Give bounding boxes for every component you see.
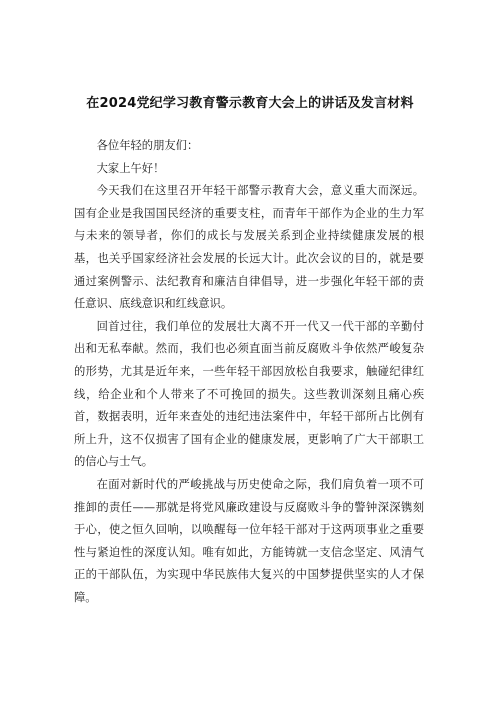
salutation: 各位年轻的朋友们： <box>96 139 199 152</box>
document-body <box>74 135 424 609</box>
paragraph-opening: 今天我们在这里召开年轻干部警示教育大会，意义重大而深远。国有企业是我国国民经济的重要支柱，而青年干部作为企业的生力军与未来的领导者，你们的成长与发展关系到企业持续健康发展的根基，也关乎国家经济社会发展的长远大计。此次会议的目的，就是要通过案例警示、法纪教育和廉洁自律倡导，进一步强化年轻干部的责任意识、底线意识和红线意识。 <box>74 184 424 311</box>
document-title: 在2024党纪学习教育警示教育大会上的讲话及发言材料 <box>86 96 414 111</box>
greeting: 大家上午好！ <box>96 161 165 175</box>
paragraph-review: 回首过往，我们单位的发展壮大离不开一代又一代干部的辛勤付出和无私奉献。然而，我们也必须直面当前反腐败斗争依然严峻复杂的形势，尤其是近年来，一些年轻干部因放松自我要求，触碰纪律红线，给企业和个人带来了不可挽回的损失。这些教训深刻且痛心疾首，数据表明，近年来查处的违纪违法案件中，年轻干部所占比例有所上升，这不仅损害了国有企业的健康发展，更影响了广大干部职工的信心与士气。 <box>74 319 424 469</box>
paragraph-responsibility: 在面对新时代的严峻挑战与历史使命之际，我们肩负着一项不可推卸的责任——那就是将党风廉政建设与反腐败斗争的警钟深深镌刻于心，使之恒久回响，以唤醒每一位年轻干部对于这两项事业之重要性与紧迫性的深度认知。唯有如此，方能铸就一支信念坚定、风清气正的干部队伍，为实现中华民族伟大复兴的中国梦提供坚实的人才保障。 <box>74 477 424 604</box>
